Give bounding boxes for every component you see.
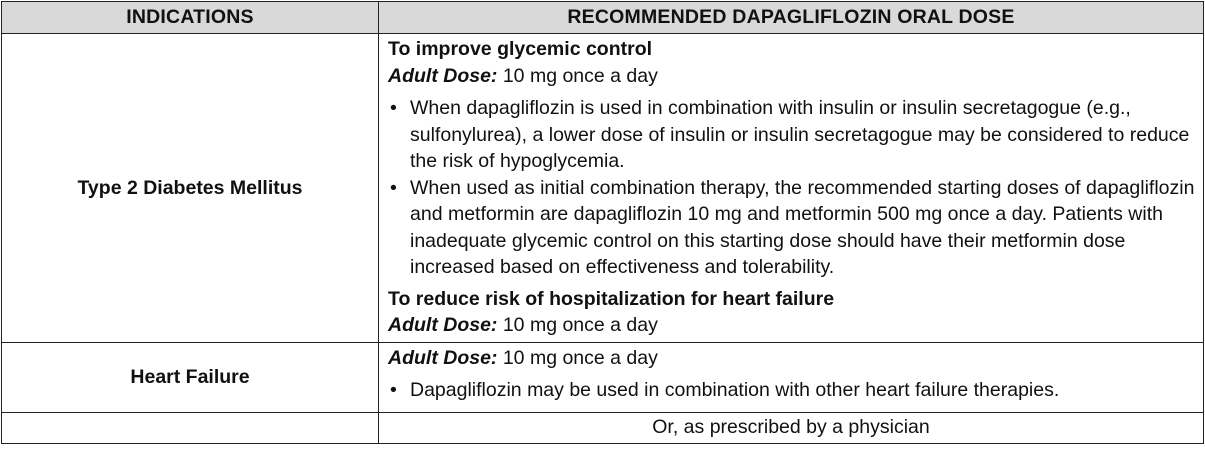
adult-dose-label: Adult Dose: [388,314,498,336]
adult-dose-value: 10 mg once a day [497,64,658,87]
list-item [388,377,1195,404]
adult-dose-line [388,312,1195,339]
footer-note: Or, as prescribed by a physician [379,412,1204,443]
empty-cell [2,412,379,443]
list-item-text: When dapagliflozin is used in combination with insulin or insulin secretagogue (e.g., sulfonylurea), a lower dose of insulin or insulin secretagogue may be considered to reduce the risk of hypoglycemia. [410,97,1190,172]
section-heading: To reduce risk of hospitalization for heart failure [388,287,835,310]
table-row [2,34,1204,343]
bullet-list [388,95,1195,281]
list-item [388,95,1195,175]
indication-cell: Heart Failure [2,342,379,412]
adult-dose-value: 10 mg once a day [497,346,658,369]
dose-cell [379,34,1204,343]
adult-dose-line [388,63,1195,90]
dosing-table [1,1,1204,444]
header-recommended-dose: RECOMMENDED DAPAGLIFLOZIN ORAL DOSE [379,2,1204,34]
bullet-icon: • [390,97,397,119]
list-item-text: When used as initial combination therapy, the recommended starting doses of dapagliflozin and metformin are dapagliflozin 10 mg and metformin 500 mg once a day. Patients with inadequate glycemic control on this starting dose should have their metformin dose increased based on effectiveness and tolerability. [410,176,1195,278]
adult-dose-value: 10 mg once a day [497,314,658,336]
table-row [2,412,1204,443]
table-row [2,342,1204,412]
header-indications: INDICATIONS [2,2,379,34]
bullet-icon: • [390,379,397,401]
list-item-text: Dapagliflozin may be used in combination with other heart failure therapies. [410,379,1060,401]
list-item [388,175,1195,281]
adult-dose-label: Adult Dose: [388,346,498,369]
indication-cell: Type 2 Diabetes Mellitus [2,34,379,343]
adult-dose-label: Adult Dose: [388,64,498,87]
adult-dose-line [388,345,1195,372]
dose-cell [379,342,1204,412]
section-heading: To improve glycemic control [388,38,653,60]
header-row [2,2,1204,34]
bullet-list [388,377,1195,404]
bullet-icon: • [390,176,397,199]
